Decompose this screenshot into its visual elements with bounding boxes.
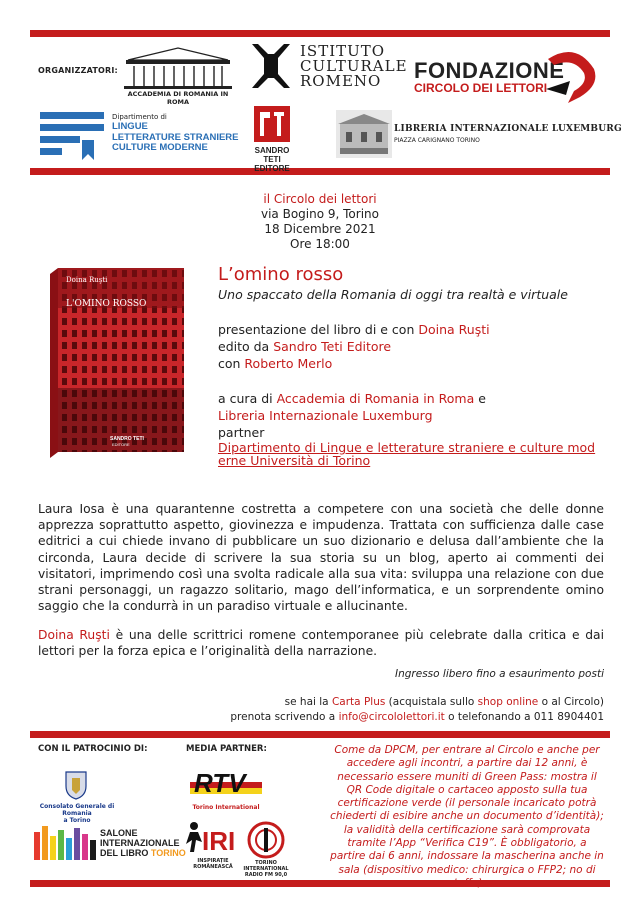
iri-logo-icon: [184, 818, 242, 858]
radio-line-1: TORINO: [255, 860, 277, 866]
rtv-logo-text: RTV: [194, 768, 246, 798]
cover-author: Doina Ruşti: [66, 276, 108, 284]
dipartimento-link[interactable]: [218, 441, 598, 467]
curation-line-1: [218, 391, 486, 406]
booking-text-d: prenota scrivendo a: [230, 711, 339, 723]
cover-publisher-2: EDITORE: [112, 442, 130, 447]
salone-line-1: SALONE: [100, 828, 138, 838]
event-info: [0, 192, 640, 252]
accademia-link[interactable]: Accademia di Romania in Roma: [276, 391, 475, 406]
partner-label: partner: [218, 425, 265, 440]
radio-logo-icon: [246, 820, 286, 860]
radio-name: [242, 860, 290, 878]
consolato-name: [38, 803, 116, 824]
covid-notice: Come da DPCM, per entrare al Circolo e anche per accedere agli incontri, a partire dai 12 anni, è necessario essere muniti di Green Pass: mostra il QR Code digitale o cartaceo apposto sulla tua certificazione verde (il personale incaricato potrà chiederti di esibire anche un documento d’identità); la validità della certificazione sarà comprovata tramite l’App “Verifica C19”. È obbligatorio, a partire dai 6 anni, indossare la mascherina anche in sala (dispositivo medico: chirurgica o FFP2; no di: [330, 744, 604, 876]
icr-line-3: ROMENO: [300, 72, 382, 90]
accademia-name: ACCADEMIA DI ROMANIA IN ROMA: [127, 90, 229, 106]
salone-line-3: [100, 848, 186, 858]
booking-line-1: [38, 695, 604, 710]
salone-line-3-text: DEL LIBRO: [100, 848, 149, 858]
footer-divider: [30, 731, 610, 738]
event-time: Ore 18:00: [290, 237, 350, 251]
booking-text-a: se hai la: [284, 696, 332, 708]
dipartimento-small: Dipartimento di: [112, 113, 167, 121]
author-link[interactable]: Doina Ruşti: [418, 322, 490, 337]
consolato-line-1: Consolato Generale di Romania: [39, 803, 115, 817]
icr-cross-icon: [252, 44, 290, 88]
book-description: Laura Iosa è una quarantenne costretta a competere con una società che delle donne apprezza soprattutto aspetto, giovinezza e impudenza. Trattata con sufficienza dalle case editrici a cui chiede invano di pubblicare un suo dizionario e delusa dall’ambiente che la circonda, Laura decide di scrivere la sua storia su un blog, aperto ai commenti dei visitatori, imprimendo così una svolta radicale alla sua vita: sviluppa una relazione con due strani personaggi, un ragazzo solitario, mago dell’informatica, e un sorprendente omino saggio che la condurrà in un paradiso virtuale e allucinante.: [38, 502, 604, 614]
header-divider: [30, 168, 610, 175]
author-name-link[interactable]: Doina Ruşti: [38, 628, 110, 642]
media-partner-label: MEDIA PARTNER:: [186, 744, 267, 754]
bottom-bar: [30, 880, 610, 887]
libreria-building-icon: [336, 110, 392, 158]
teti-name: [246, 146, 298, 173]
dip-line-1: LINGUE: [112, 121, 148, 132]
booking-text-b: (acquistala sullo: [385, 696, 478, 708]
dip-link-line-2: erne Università di Torino: [218, 453, 371, 468]
cover-publisher-1: SANDRO TETI: [110, 436, 144, 442]
carta-plus-link[interactable]: Carta Plus: [331, 696, 386, 708]
moderator-prefix: con: [218, 356, 245, 371]
dip-line-2: LETTERATURE STRANIERE: [112, 131, 239, 143]
book-subtitle: Uno spaccato della Romania di oggi tra realtà e virtuale: [218, 287, 568, 302]
entry-note: Ingresso libero fino a esaurimento posti: [395, 668, 604, 680]
shop-online-link[interactable]: shop online: [477, 696, 539, 708]
book-cover-image: [50, 268, 184, 458]
icr-line-1: ISTITUTO: [300, 42, 386, 60]
event-venue[interactable]: il Circolo dei lettori: [263, 192, 377, 206]
dip-line-3: CULTURE MODERNE: [112, 142, 208, 153]
patrocinio-label: CON IL PATROCINIO DI:: [38, 744, 148, 754]
email-link[interactable]: info@circololettori.it: [338, 711, 445, 723]
radio-line-2: INTERNATIONAL: [243, 866, 289, 872]
icr-name: [300, 44, 408, 89]
salone-city: TORINO: [150, 848, 186, 858]
libreria-link[interactable]: Libreria Internazionale Luxemburg: [218, 408, 433, 423]
publisher-link[interactable]: Sandro Teti Editore: [273, 339, 392, 354]
rtv-name: Torino International: [192, 804, 260, 811]
presentation-line-3: [218, 356, 332, 371]
fondazione-title: FONDAZIONE: [414, 58, 565, 83]
teti-line-2: EDITORE: [254, 164, 290, 173]
salone-name: [100, 828, 186, 858]
libreria-address: PIAZZA CARIGNANO TORINO: [394, 137, 480, 144]
rtv-logo-icon: [186, 766, 266, 802]
dip-link-line-1: Dipartimento di Lingue e letterature straniere e culture mod: [218, 440, 596, 455]
iri-logo-text: IRI: [202, 826, 236, 856]
salone-line-2: INTERNAZIONALE: [100, 838, 180, 848]
organizers-label: ORGANIZZATORI:: [38, 66, 118, 75]
dipartimento-name: [112, 122, 239, 154]
booking-info: [38, 695, 604, 725]
circolo-name: CIRCOLO DEI LETTORI: [414, 81, 548, 95]
cover-title: L'OMINO ROSSO: [66, 299, 147, 309]
teti-line-1: SANDRO TETI: [254, 146, 290, 164]
curation-prefix: a cura di: [218, 391, 277, 406]
consolato-crest-icon: [64, 770, 88, 800]
event-date: 18 Dicembre 2021: [264, 222, 376, 236]
dipartimento-icon: [38, 110, 106, 162]
booking-text-c: o al Circolo): [538, 696, 604, 708]
book-title: L’omino rosso: [218, 264, 344, 285]
presentation-prefix: presentazione del libro di e con: [218, 322, 419, 337]
author-description-text: è una delle scrittrici romene contemporanee più celebrate dalla critica e dai lettori per la forza epica e l’originalità della narrazione.: [38, 628, 604, 659]
teti-logo-icon: [254, 106, 290, 142]
libreria-name: LIBRERIA INTERNAZIONALE LUXEMBURG: [394, 124, 622, 134]
icr-line-2: CULTURALE: [300, 57, 408, 75]
presentation-line-2: [218, 339, 391, 354]
author-description: [38, 627, 604, 659]
consolato-line-2: a Torino: [63, 817, 91, 824]
presentation-line-1: [218, 322, 490, 337]
curation-conj: e: [474, 391, 486, 406]
booking-text-e: o telefonando a 011 8904401: [444, 711, 604, 723]
booking-line-2: [38, 710, 604, 725]
top-bar: [30, 30, 610, 37]
salone-logo-icon: [34, 826, 96, 860]
circolo-logo-icon: [540, 45, 600, 105]
radio-line-3: RADIO FM 90,0: [244, 872, 288, 878]
event-address: via Bogino 9, Torino: [260, 207, 379, 221]
moderator-link[interactable]: Roberto Merlo: [244, 356, 333, 371]
iri-name: INSPIRAȚIE ROMÂNEASCĂ: [193, 858, 233, 870]
publisher-prefix: edito da: [218, 339, 274, 354]
